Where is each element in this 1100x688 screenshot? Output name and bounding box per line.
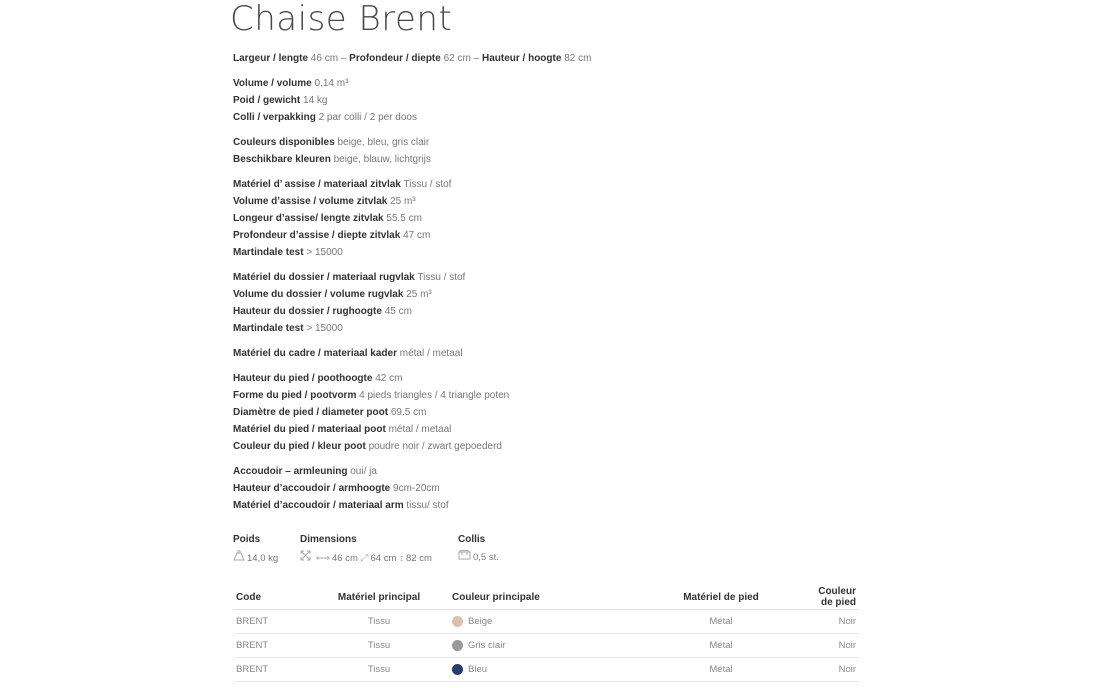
spec-label: Volume / volume bbox=[233, 78, 312, 89]
spec-label: Longeur d’assise/ lengte zitvlak bbox=[233, 213, 384, 224]
spec-group-armrest bbox=[233, 463, 853, 514]
spec-value: beige, blauw, lichtgrijs bbox=[333, 154, 431, 165]
spec-label: Matériel du pied / materiaal poot bbox=[233, 424, 386, 435]
spec-line bbox=[233, 109, 853, 126]
summary-dimensions bbox=[300, 533, 432, 566]
spec-list bbox=[233, 50, 853, 522]
spec-label: Hauteur d’accoudoir / armhoogte bbox=[233, 483, 391, 494]
summary-dimensions-label: Dimensions bbox=[300, 534, 357, 545]
spec-value: 14 kg bbox=[303, 95, 328, 106]
spec-line bbox=[233, 345, 853, 362]
spec-value: 2 par colli / 2 per doos bbox=[318, 112, 417, 123]
cell-leg-material: Métal bbox=[606, 658, 800, 682]
spec-value: oui/ ja bbox=[350, 466, 377, 477]
summary-weight-value-row bbox=[233, 550, 278, 566]
table-row bbox=[233, 634, 859, 658]
table-row bbox=[233, 610, 859, 634]
spec-line bbox=[233, 269, 853, 286]
spec-value: métal / metaal bbox=[388, 424, 452, 435]
cell-material: Tissu bbox=[310, 658, 448, 682]
spec-label: Poid / gewicht bbox=[233, 95, 301, 106]
summary-width-value: 46 cm bbox=[331, 553, 358, 564]
spec-label: Matériel du dossier / materiaal rugvlak bbox=[233, 272, 415, 283]
spec-label: Largeur / lengte bbox=[233, 53, 309, 64]
spec-group-colors bbox=[233, 134, 853, 168]
spec-line bbox=[233, 303, 853, 320]
spec-label: Profondeur / diepte bbox=[349, 53, 441, 64]
spec-group-frame bbox=[233, 345, 853, 362]
spec-line bbox=[233, 320, 853, 337]
spec-label: Diamètre de pied / diameter poot bbox=[233, 407, 389, 418]
spec-label: Profondeur d’assise / diepte zitvlak bbox=[233, 230, 401, 241]
cell-code: BRENT bbox=[233, 634, 310, 658]
spec-label: Couleurs disponibles bbox=[233, 137, 335, 148]
table-header-row bbox=[233, 585, 859, 610]
spec-label: Forme du pied / pootvorm bbox=[233, 390, 357, 401]
spec-value: beige, bleu, gris clair bbox=[337, 137, 430, 148]
summary-weight bbox=[233, 533, 278, 566]
spec-value: Tissu / stof bbox=[403, 179, 452, 190]
spec-line bbox=[233, 438, 853, 455]
cell-material: Tissu bbox=[310, 610, 448, 634]
spec-value: 9cm-20cm bbox=[393, 483, 440, 494]
spec-value: 0,14 m³ bbox=[314, 78, 349, 89]
cell-leg-color: Noir bbox=[800, 634, 859, 658]
spec-label: Volume d’assise / volume zitvlak bbox=[233, 196, 388, 207]
resize-icon bbox=[300, 550, 311, 566]
spec-label: Hauteur / hoogte bbox=[481, 53, 562, 64]
summary-weight-value: 14,0 kg bbox=[247, 553, 279, 564]
spec-label: Matériel d’accoudoir / materiaal arm bbox=[233, 500, 404, 511]
color-swatch bbox=[452, 616, 463, 627]
summary-collis-label: Collis bbox=[458, 534, 486, 545]
spec-value: 62 cm bbox=[443, 53, 471, 64]
column-header-color: Couleur principale bbox=[448, 585, 606, 610]
spec-value: 69.5 cm bbox=[390, 407, 427, 418]
summary-collis-value-row bbox=[458, 550, 499, 565]
spec-value: 42 cm bbox=[375, 373, 403, 384]
spec-line bbox=[233, 227, 853, 244]
spec-line bbox=[233, 50, 853, 67]
table-row bbox=[233, 658, 859, 682]
column-header-code: Code bbox=[233, 585, 310, 610]
spec-separator: – bbox=[470, 53, 482, 64]
column-header-leg-color: Couleur de pied bbox=[800, 585, 859, 610]
cell-color-label: Beige bbox=[468, 616, 493, 627]
spec-line bbox=[233, 193, 853, 210]
spec-line bbox=[233, 387, 853, 404]
cell-color-label: Gris clair bbox=[468, 640, 506, 651]
spec-label: Martindale test bbox=[233, 323, 304, 334]
spec-value: 25 m³ bbox=[406, 289, 432, 300]
cell-color bbox=[448, 634, 606, 658]
page-title: Chaise Brent bbox=[230, 0, 453, 39]
summary-collis-value: 0,5 st. bbox=[473, 552, 499, 563]
cell-leg-color: Noir bbox=[800, 610, 859, 634]
summary-height-value: 82 cm bbox=[406, 553, 432, 564]
spec-line bbox=[233, 134, 853, 151]
spec-label: Volume du dossier / volume rugvlak bbox=[233, 289, 404, 300]
spec-value: métal / metaal bbox=[399, 348, 463, 359]
spec-value: 4 pieds triangles / 4 triangle poten bbox=[359, 390, 510, 401]
spec-group-dimensions bbox=[233, 50, 853, 67]
spec-value: > 15000 bbox=[306, 323, 343, 334]
spec-value: tissu/ stof bbox=[406, 500, 449, 511]
spec-value: 55.5 cm bbox=[386, 213, 422, 224]
cell-color-label: Bleu bbox=[468, 664, 488, 675]
cell-leg-color: Noir bbox=[800, 658, 859, 682]
spec-value: Tissu / stof bbox=[417, 272, 466, 283]
weight-icon bbox=[233, 550, 245, 566]
spec-label: Accoudoir – armleuning bbox=[233, 466, 348, 477]
color-swatch bbox=[452, 640, 463, 651]
height-arrow-icon: ↕ bbox=[399, 553, 405, 564]
spec-value: 82 cm bbox=[564, 53, 592, 64]
spec-group-seat bbox=[233, 176, 853, 261]
spec-line bbox=[233, 404, 853, 421]
spec-label: Matériel d’ assise / materiaal zitvlak bbox=[233, 179, 401, 190]
cell-leg-material: Métal bbox=[606, 634, 800, 658]
product-summary bbox=[233, 533, 633, 567]
spec-line bbox=[233, 92, 853, 109]
width-arrow-icon: ⟷ bbox=[315, 553, 330, 564]
spec-line bbox=[233, 480, 853, 497]
cell-code: BRENT bbox=[233, 610, 310, 634]
cell-color bbox=[448, 658, 606, 682]
spec-label: Hauteur du dossier / rughoogte bbox=[233, 306, 382, 317]
spec-line bbox=[233, 210, 853, 227]
spec-label: Martindale test bbox=[233, 247, 304, 258]
column-header-material: Matériel principal bbox=[310, 585, 448, 610]
spec-separator: – bbox=[338, 53, 350, 64]
spec-value: poudre noir / zwart gepoederd bbox=[368, 441, 502, 452]
cell-leg-material: Métal bbox=[606, 610, 800, 634]
spec-value: 25 m³ bbox=[390, 196, 416, 207]
spec-line bbox=[233, 463, 853, 480]
spec-line bbox=[233, 151, 853, 168]
column-header-leg-material: Matériel de pied bbox=[606, 585, 800, 610]
summary-depth-value: 64 cm bbox=[370, 553, 397, 564]
spec-line bbox=[233, 75, 853, 92]
cell-color bbox=[448, 610, 606, 634]
cell-material: Tissu bbox=[310, 634, 448, 658]
spec-line bbox=[233, 370, 853, 387]
spec-value: 46 cm bbox=[310, 53, 339, 64]
depth-arrow-icon: ⤢ bbox=[360, 553, 369, 564]
spec-line bbox=[233, 244, 853, 261]
spec-line bbox=[233, 497, 853, 514]
spec-label: Colli / verpakking bbox=[233, 112, 316, 123]
spec-label: Couleur du pied / kleur poot bbox=[233, 441, 366, 452]
box-icon bbox=[458, 550, 471, 565]
spec-label: Hauteur du pied / poothoogte bbox=[233, 373, 373, 384]
summary-dimensions-value-row bbox=[300, 550, 432, 566]
spec-label: Beschikbare kleuren bbox=[233, 154, 331, 165]
spec-value: 47 cm bbox=[403, 230, 431, 241]
spec-line bbox=[233, 176, 853, 193]
spec-group-legs bbox=[233, 370, 853, 455]
summary-collis bbox=[458, 533, 499, 565]
cell-code: BRENT bbox=[233, 658, 310, 682]
spec-value: 45 cm bbox=[384, 306, 412, 317]
spec-label: Matériel du cadre / materiaal kader bbox=[233, 348, 397, 359]
spec-value: > 15000 bbox=[306, 247, 343, 258]
spec-group-backrest bbox=[233, 269, 853, 337]
spec-line bbox=[233, 286, 853, 303]
summary-weight-label: Poids bbox=[233, 534, 261, 545]
color-swatch bbox=[452, 664, 463, 675]
spec-line bbox=[233, 421, 853, 438]
spec-group-volume bbox=[233, 75, 853, 126]
variants-table bbox=[233, 585, 859, 682]
